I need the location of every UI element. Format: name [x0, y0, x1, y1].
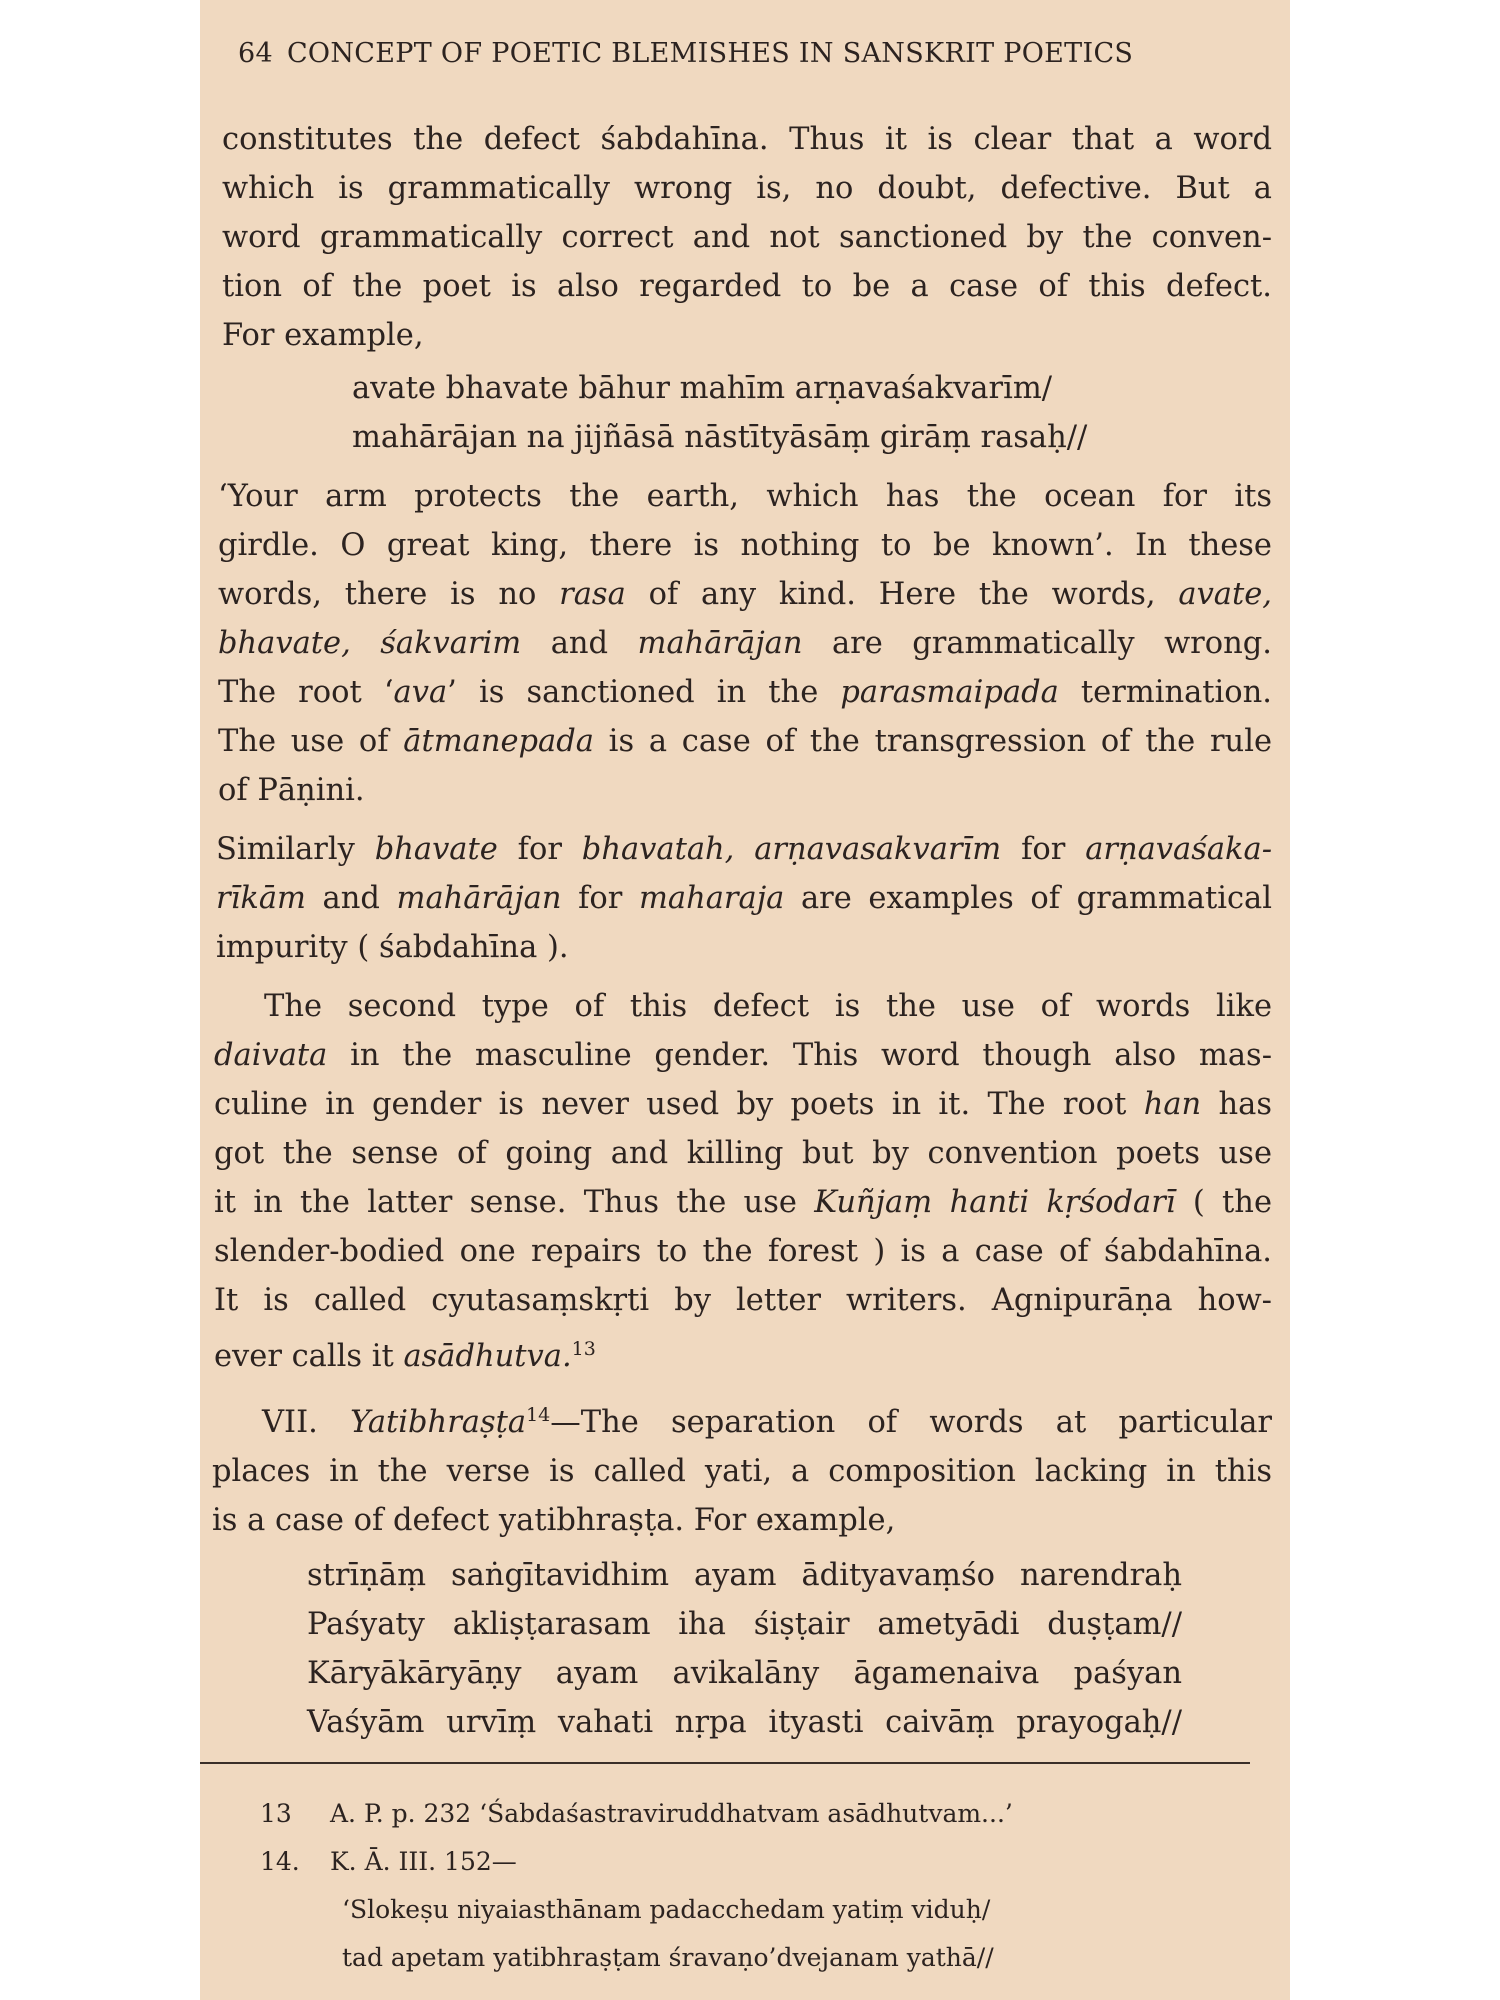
verse-line: strīṇāṃ saṅgītavidhim ayam ādityavaṃśo narendraḥ — [307, 1558, 1182, 1594]
footnote-verse — [260, 1886, 1220, 1982]
text-line: impurity ( śabdahīna ). — [216, 930, 569, 965]
verse-block-2 — [222, 1551, 1272, 1747]
text-line: it in the latter sense. Thus the use Kuñjaṃ hanti kṛśodarī ( the — [214, 1185, 1272, 1220]
verse-line: mahārājan na jijñāsā nāstītyāsāṃ girāṃ rasaḥ// — [352, 420, 1088, 455]
text-line: which is grammatically wrong is, no doubt, defective. But a — [222, 171, 1272, 206]
footnotes — [260, 1790, 1220, 1982]
text-line: places in the verse is called yati, a composition lacking in this — [212, 1454, 1272, 1490]
paragraph-5 — [212, 1391, 1272, 1545]
verse-line: Vaśyām urvīṃ vahati nṛpa ityasti caivāṃ prayogaḥ// — [307, 1705, 1182, 1741]
footnote: 13 A. P. p. 232 ‘Śabdaśastraviruddhatvam asādhutvam...’ — [260, 1799, 1013, 1828]
verse-line: Kāryākāryāṇy ayam avikalāny āgamenaiva paśyan — [307, 1656, 1182, 1692]
text-line: Similarly bhavate for bhavatah, arṇavasakvarīm for arṇavaśaka- — [216, 832, 1273, 867]
footnote-divider — [200, 1762, 1250, 1764]
text-line: bhavate, śakvarim and mahārājan are grammatically wrong. — [218, 626, 1272, 661]
text-line: words, there is no rasa of any kind. Here the words, avate, — [218, 577, 1272, 612]
page-body — [212, 115, 1273, 1747]
verse-line: Paśyaty akliṣṭarasam iha śiṣṭair ametyādi duṣṭam// — [307, 1607, 1182, 1643]
text-line: rīkām and mahārājan for maharaja are examples of grammatical — [216, 881, 1272, 916]
text-line: constitutes the defect śabdahīna. Thus it is clear that a word — [222, 122, 1272, 157]
text-line: got the sense of going and killing but by convention poets use — [214, 1136, 1272, 1171]
book-page — [200, 0, 1290, 2000]
verse-block-1 — [222, 364, 1272, 462]
text-line: The use of ātmanepada is a case of the transgression of the rule — [218, 724, 1272, 759]
page-number: 64 — [238, 38, 273, 69]
running-title: CONCEPT OF POETIC BLEMISHES IN SANSKRIT POETICS — [286, 38, 1134, 69]
footnote: 14. K. Ā. III. 152— — [260, 1847, 517, 1876]
footnote-ref: 13 — [571, 1338, 596, 1360]
footnote-verse-line: tad apetam yatibhraṣṭam śravaṇo’dvejanam yathā// — [342, 1943, 994, 1972]
verse-line: avate bhavate bāhur mahīm arṇavaśakvarīm/ — [352, 371, 1053, 406]
text-line: culine in gender is never used by poets in it. The root han has — [214, 1087, 1272, 1122]
paragraph-3 — [216, 825, 1272, 972]
paragraph-2 — [218, 472, 1272, 815]
running-head — [238, 38, 1258, 69]
text-line: The root ‘ava’ is sanctioned in the parasmaipada termination. — [218, 675, 1273, 710]
footnote-verse-line: ‘Slokeṣu niyaiasthānam padacchedam yatiṃ viduḥ/ — [342, 1895, 991, 1924]
text-line: word grammatically correct and not sanctioned by the conven- — [222, 220, 1272, 255]
text-line: ‘Your arm protects the earth, which has the ocean for its — [218, 479, 1272, 514]
paragraph-4 — [214, 982, 1272, 1381]
text-line: girdle. O great king, there is nothing to be known’. In these — [218, 528, 1272, 563]
footnote-ref: 14 — [526, 1404, 551, 1427]
text-line: VII. Yatibhraṣṭa$^{14}$—The separation of words at particular — [262, 1404, 1273, 1441]
text-line: ever calls it asādhutva.$^{13}$ — [214, 1338, 596, 1375]
paragraph-1 — [222, 115, 1272, 360]
text-line: tion of the poet is also regarded to be a case of this defect. — [222, 269, 1272, 304]
text-line: of Pāṇini. — [218, 773, 365, 808]
text-line: The second type of this defect is the use of words like — [264, 989, 1272, 1024]
text-line: It is called cyutasaṃskṛti by letter writers. Agnipurāṇa how- — [214, 1283, 1272, 1318]
text-line: daivata in the masculine gender. This word though also mas- — [214, 1038, 1272, 1073]
text-line: is a case of defect yatibhraṣṭa. For example, — [212, 1503, 896, 1539]
text-line: slender-bodied one repairs to the forest ) is a case of śabdahīna. — [214, 1234, 1272, 1269]
text-line: For example, — [222, 318, 424, 353]
